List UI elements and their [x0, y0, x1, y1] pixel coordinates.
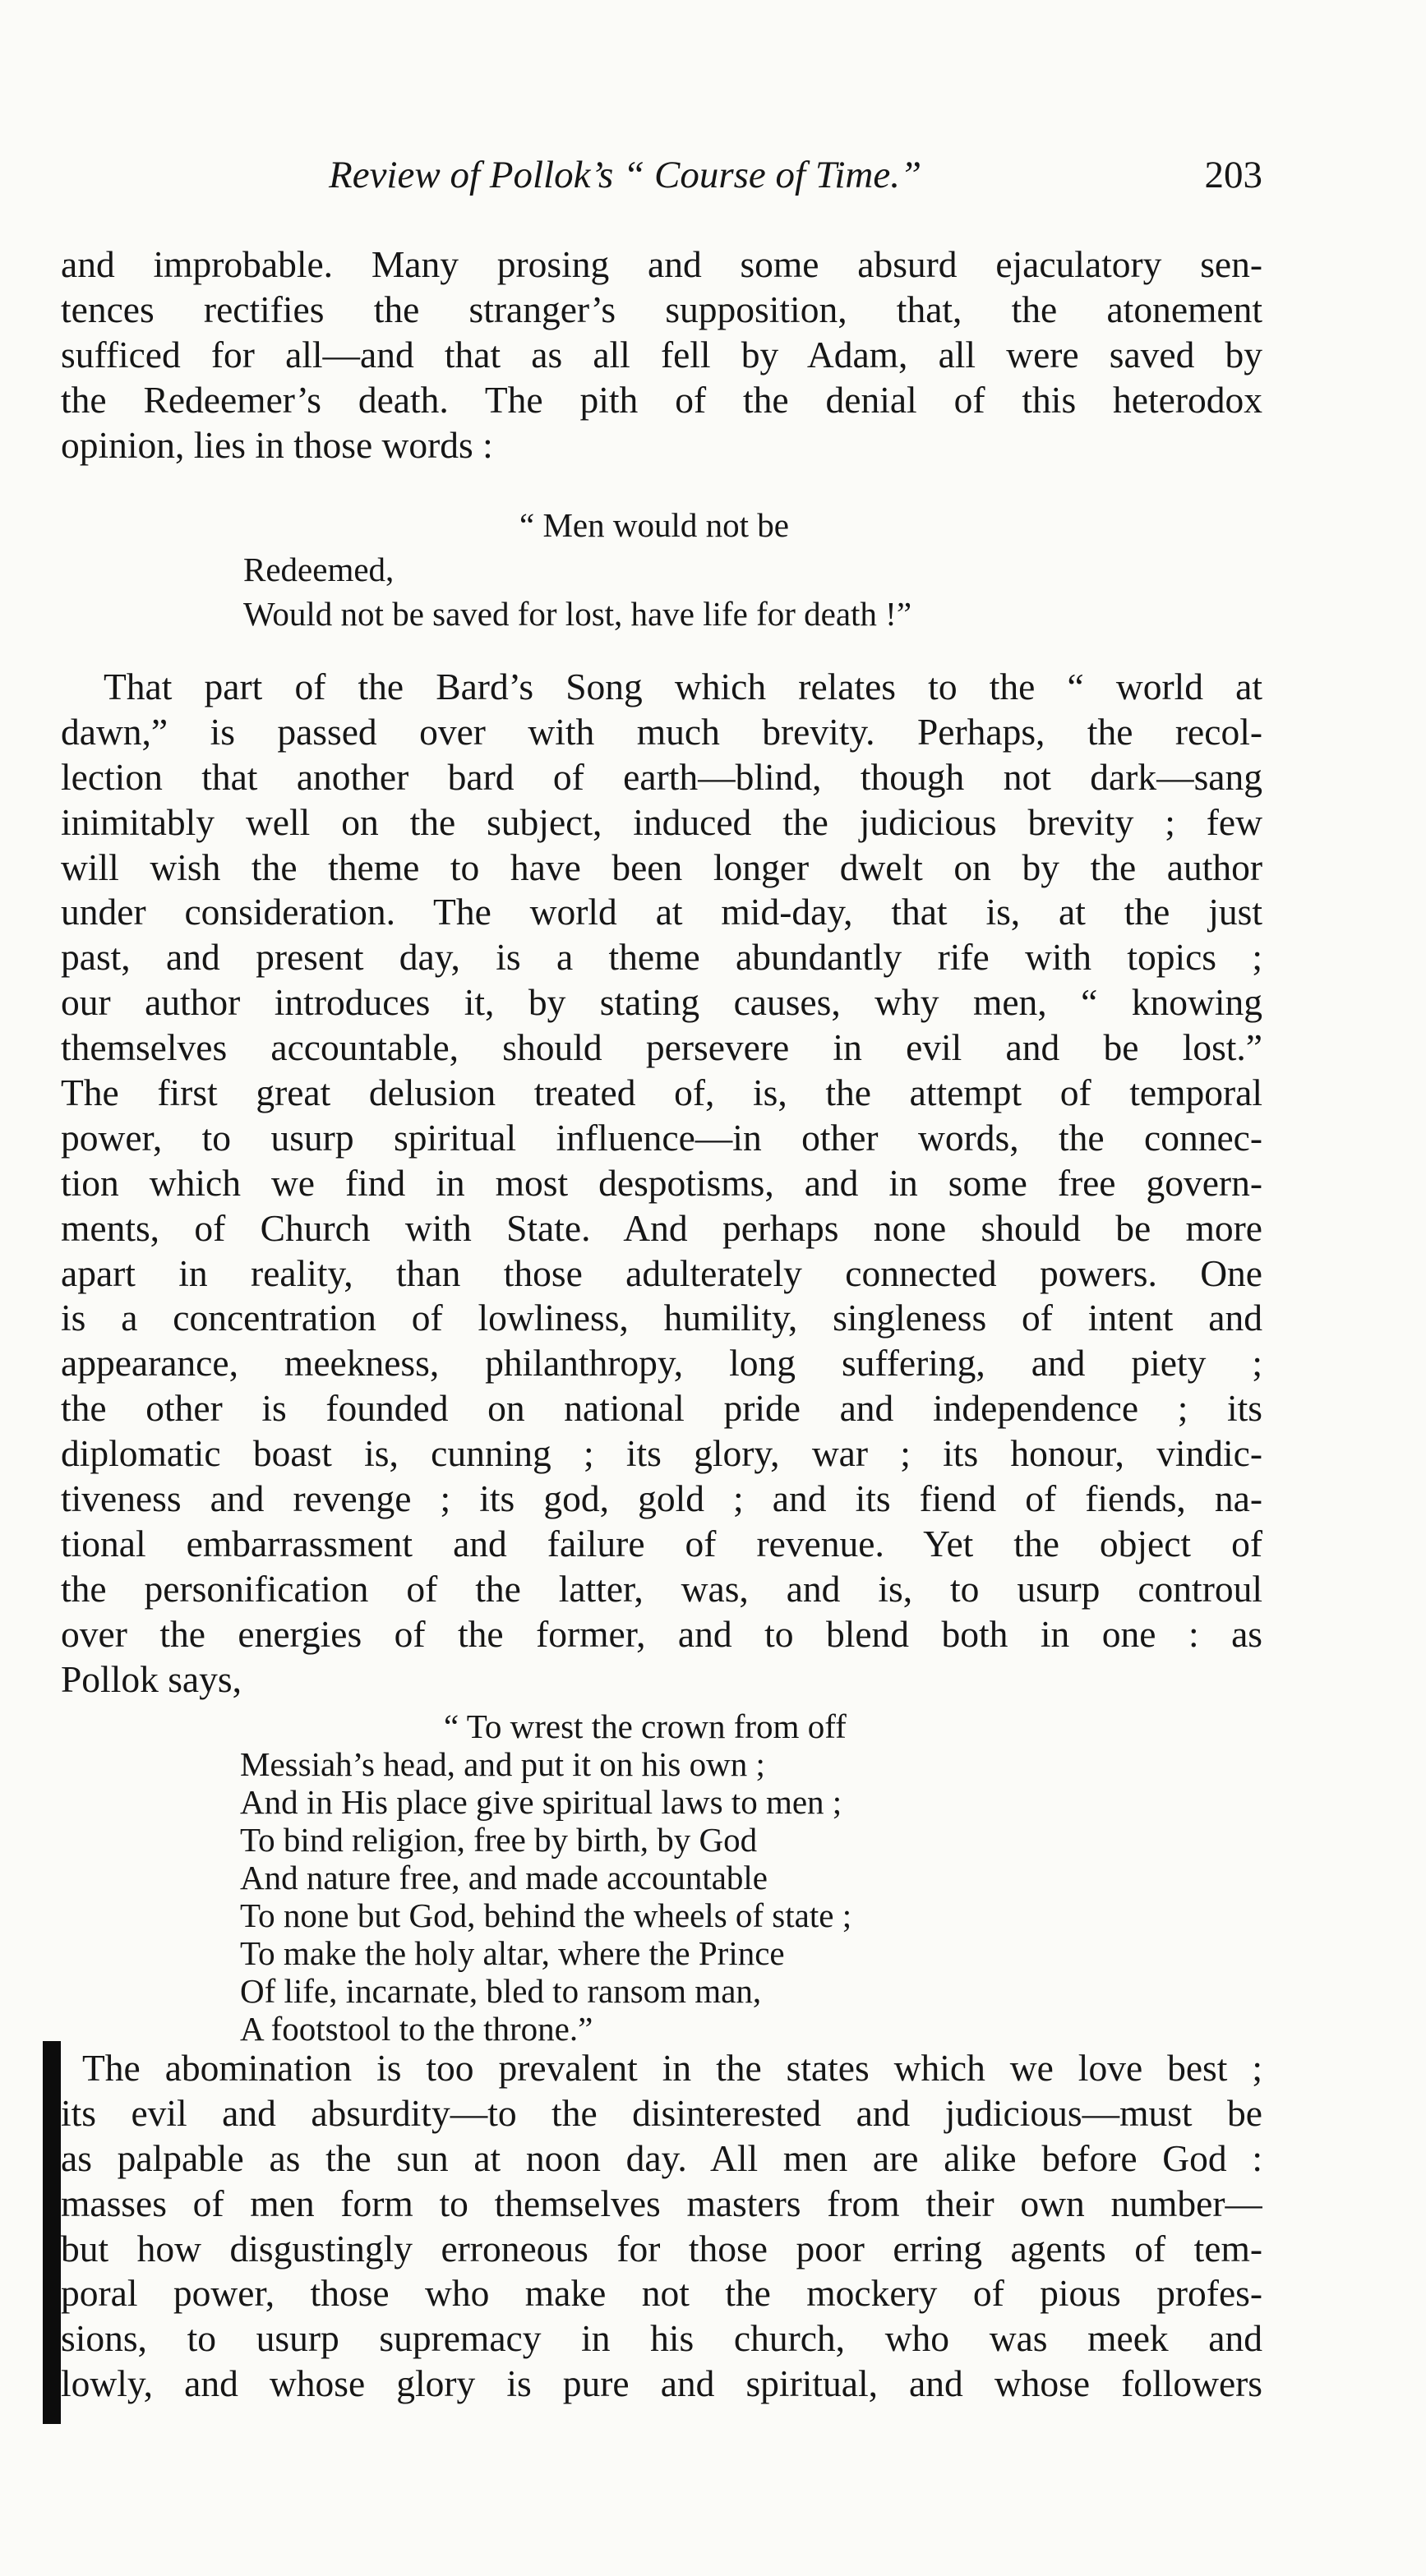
text-line: The abomination is too prevalent in the states which we love best ; [82, 2047, 1262, 2089]
text-line: tional embarrassment and failure of revenue. Yet the object of [61, 1522, 1262, 1564]
text-line: power, to usurp spiritual influence—in other words, the connec- [61, 1116, 1262, 1159]
text-line: under consideration. The world at mid-day, that is, at the just [61, 891, 1262, 933]
quote-line: To none but God, behind the wheels of state ; [240, 1896, 852, 1934]
text-line: will wish the theme to have been longer dwelt on by the author [61, 846, 1262, 888]
text-line: and improbable. Many prosing and some absurd ejaculatory sen- [61, 243, 1262, 285]
text-line: the Redeemer’s death. The pith of the denial of this heterodox [61, 378, 1262, 421]
text-line: lection that another bard of earth—blind, though not dark—sang [61, 755, 1262, 798]
quote-line: A footstool to the throne.” [240, 2010, 593, 2048]
text-line: tiveness and revenge ; its god, gold ; and its fiend of fiends, na- [61, 1477, 1262, 1520]
text-line: Pollok says, [61, 1657, 242, 1700]
text-line: dawn,” is passed over with much brevity. Perhaps, the recol- [61, 710, 1262, 753]
quote-line: To bind religion, free by birth, by God [240, 1821, 758, 1859]
text-line: That part of the Bard’s Song which relates to the “ world at [104, 666, 1262, 707]
paragraph-3 [61, 2046, 1262, 2407]
text-line: apart in reality, than those adulterately connected powers. One [61, 1251, 1262, 1294]
text-line: but how disgustingly erroneous for those poor erring agents of tem- [61, 2227, 1262, 2270]
quote-line: And in His place give spiritual laws to men ; [240, 1783, 842, 1821]
paragraph-1 [61, 242, 1262, 468]
text-line: The first great delusion treated of, is, the attempt of temporal [61, 1071, 1262, 1114]
text-line: as palpable as the sun at noon day. All men are alike before God : [61, 2136, 1262, 2179]
text-line: over the energies of the former, and to blend both in one : as [61, 1612, 1262, 1655]
text-line: sions, to usurp supremacy in his church, who was meek and [61, 2317, 1262, 2360]
text-line: the personification of the latter, was, and is, to usurp controul [61, 1567, 1262, 1610]
quote-line: Would not be saved for lost, have life for death !” [243, 595, 912, 633]
quote-line: Messiah’s head, and put it on his own ; [240, 1745, 765, 1783]
text-line: past, and present day, is a theme abundantly rife with topics ; [61, 936, 1262, 979]
text-line: its evil and absurdity—to the disinterested and judicious—must be [61, 2091, 1262, 2134]
block-quote-1 [243, 503, 1065, 636]
text-line: is a concentration of lowliness, humility, singleness of intent and [61, 1297, 1262, 1339]
quote-line: And nature free, and made accountable [240, 1859, 768, 1896]
block-quote-2 [240, 1707, 1029, 2048]
text-line: sufficed for all—and that as all fell by Adam, all were saved by [61, 333, 1262, 376]
page-number: 203 [1204, 154, 1262, 196]
text-line: appearance, meekness, philanthropy, long suffering, and piety ; [61, 1342, 1262, 1385]
text-line: diplomatic boast is, cunning ; its glory, war ; its honour, vindic- [61, 1432, 1262, 1475]
text-line: lowly, and whose glory is pure and spiritual, and whose followers [61, 2362, 1262, 2405]
running-head [61, 146, 1262, 204]
text-line: tences rectifies the stranger’s supposition, that, the atonement [61, 288, 1262, 330]
text-line: opinion, lies in those words : [61, 423, 493, 466]
quote-line: Redeemed, [243, 551, 395, 588]
quote-line: “ To wrest the crown from off [444, 1707, 847, 1745]
text-line: our author introduces it, by stating causes, why men, “ knowing [61, 981, 1262, 1024]
text-line: the other is founded on national pride and independence ; its [61, 1387, 1262, 1430]
text-line: poral power, those who make not the mockery of pious profes- [61, 2272, 1262, 2315]
text-line: masses of men form to themselves masters from their own number— [61, 2182, 1262, 2224]
margin-bar [43, 2041, 61, 2424]
text-line: inimitably well on the subject, induced the judicious brevity ; few [61, 800, 1262, 843]
running-title: Review of Pollok’s “ Course of Time.” [329, 154, 922, 196]
text-line: tion which we find in most despotisms, and in some free govern- [61, 1161, 1262, 1204]
quote-line: Of life, incarnate, bled to ransom man, [240, 1972, 762, 2010]
text-line: ments, of Church with State. And perhaps none should be more [61, 1206, 1262, 1249]
quote-line: To make the holy altar, where the Prince [240, 1934, 785, 1972]
text-line: themselves accountable, should persevere in evil and be lost.” [61, 1026, 1262, 1069]
paragraph-2 [61, 665, 1262, 1702]
quote-line: “ Men would not be [519, 506, 789, 544]
